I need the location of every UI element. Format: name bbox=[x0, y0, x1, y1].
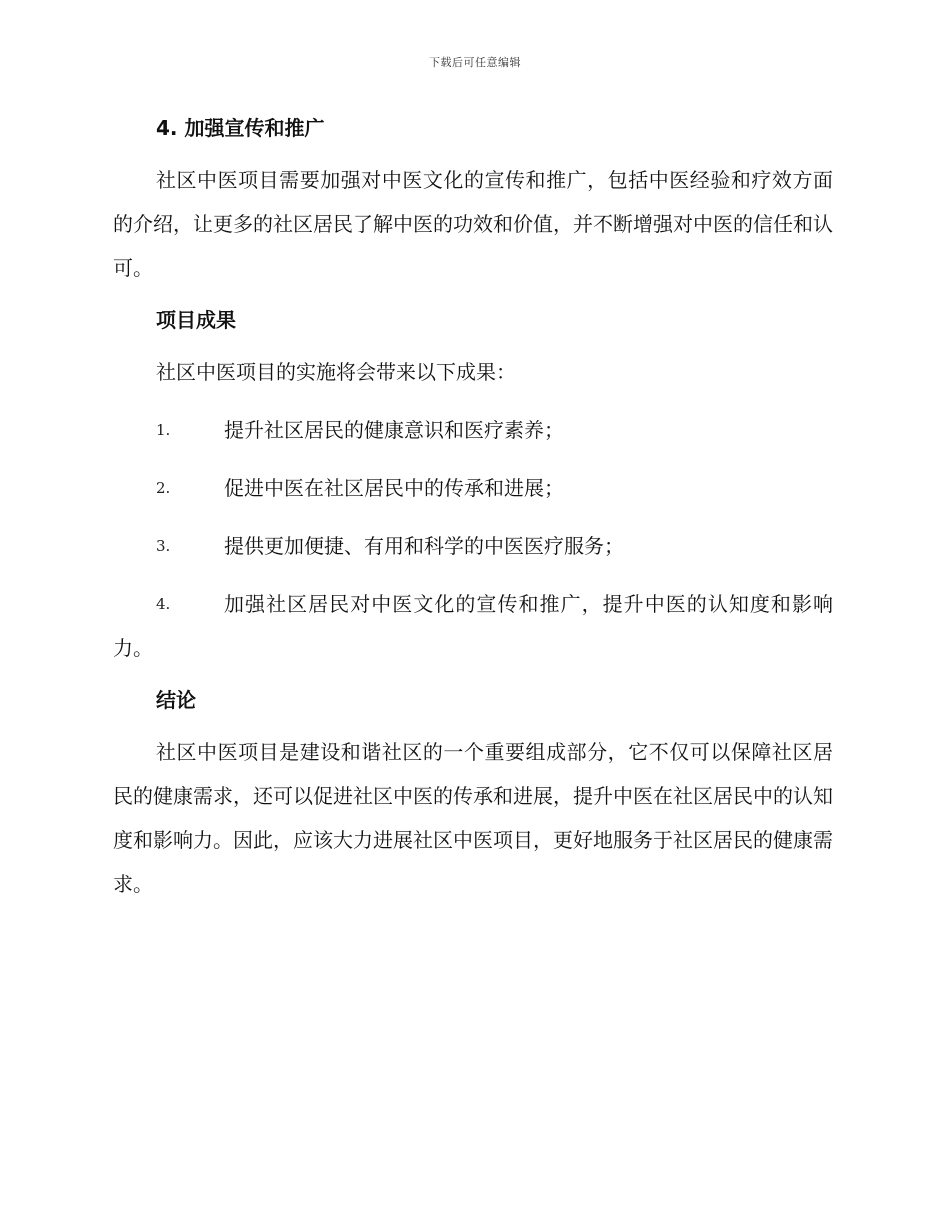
section-heading-conclusion: 结论 bbox=[156, 688, 196, 712]
list-item-number: 4. bbox=[156, 595, 171, 613]
paragraph-promotion: 社区中医项目需要加强对中医文化的宣传和推广，包括中医经验和疗效方面的介绍，让更多的社区居民了解中医的功效和价值，并不断增强对中医的信任和认可。 bbox=[113, 168, 833, 280]
paragraph-conclusion: 社区中医项目是建设和谐社区的一个重要组成部分，它不仅可以保障社区居民的健康需求，还可以促进社区中医的传承和进展，提升中医在社区居民中的认知度和影响力。因此，应该大力进展社区中医项目，更好地服务于社区居民的健康需求。 bbox=[113, 740, 833, 896]
section-heading-promotion: 4. 加强宣传和推广 bbox=[156, 116, 325, 140]
list-item-text: 促进中医在社区居民中的传承和进展； bbox=[224, 476, 564, 500]
list-item bbox=[113, 582, 833, 670]
page-header: 下载后可任意编辑 bbox=[429, 56, 521, 69]
list-item bbox=[113, 466, 833, 510]
section-heading-results: 项目成果 bbox=[156, 308, 236, 332]
list-item bbox=[113, 408, 833, 452]
document-body bbox=[113, 112, 833, 906]
list-item-number: 2. bbox=[156, 479, 171, 497]
list-item bbox=[113, 524, 833, 568]
list-item-text: 提供更加便捷、有用和科学的中医医疗服务； bbox=[224, 534, 624, 558]
paragraph-results-intro: 社区中医项目的实施将会带来以下成果： bbox=[156, 360, 516, 384]
list-item-number: 3. bbox=[156, 537, 171, 555]
list-item-text: 加强社区居民对中医文化的宣传和推广，提升中医的认知度和影响力。 bbox=[113, 592, 833, 660]
list-item-number: 1. bbox=[156, 421, 171, 439]
list-item-text: 提升社区居民的健康意识和医疗素养； bbox=[224, 418, 564, 442]
